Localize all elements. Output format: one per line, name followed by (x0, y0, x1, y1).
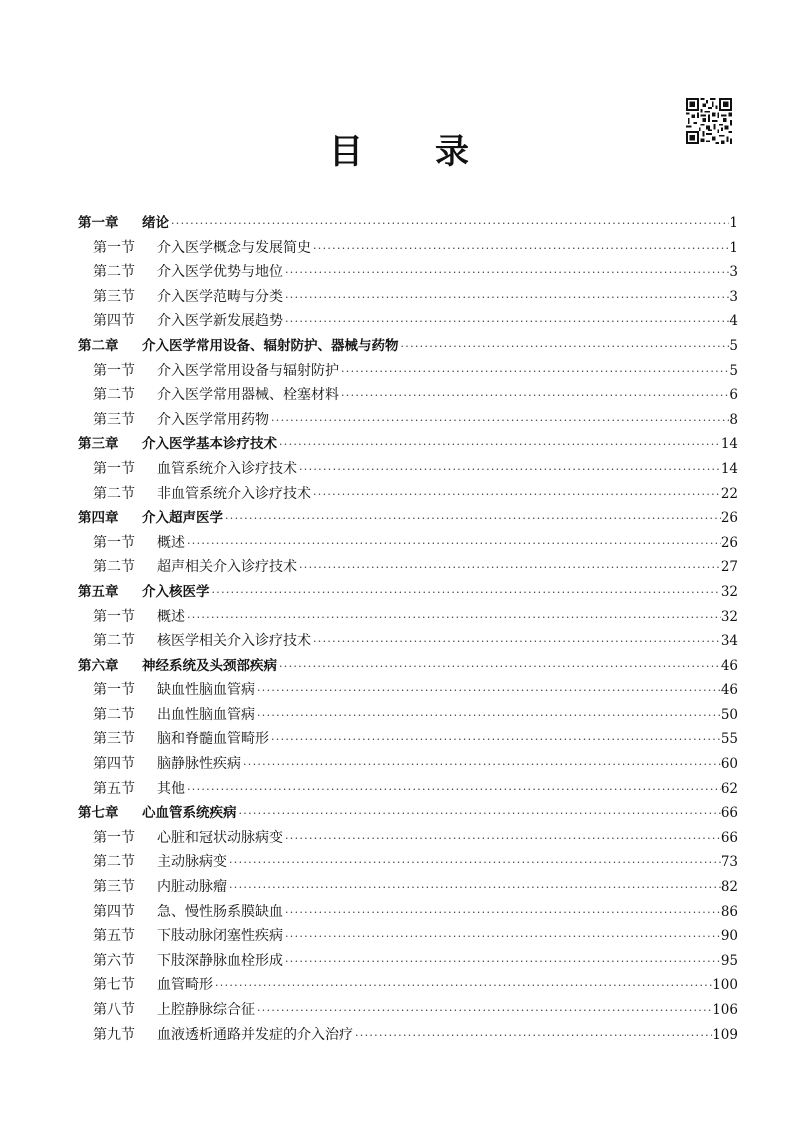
toc-section-row[interactable] (78, 531, 738, 556)
dot-leader (339, 360, 729, 385)
chapter-title: 介入核医学 (142, 583, 210, 600)
section-title: 缺血性脑血管病 (157, 682, 255, 699)
chapter-number: 第三章 (78, 436, 119, 453)
section-number: 第五节 (93, 928, 135, 945)
dot-leader (255, 679, 721, 704)
page-number: 50 (720, 706, 738, 723)
page-number: 46 (720, 657, 738, 674)
toc-section-row[interactable] (78, 973, 738, 998)
page-number: 3 (729, 264, 738, 281)
section-title: 介入医学优势与地位 (157, 264, 283, 281)
page-number: 14 (720, 460, 738, 477)
chapter-number: 第七章 (78, 805, 119, 822)
toc-chapter-row[interactable] (78, 211, 738, 236)
section-title: 概述 (157, 534, 185, 551)
section-title: 介入医学常用器械、栓塞材料 (157, 387, 339, 404)
section-title: 介入医学常用设备与辐射防护 (157, 362, 339, 379)
page-number: 26 (720, 510, 738, 527)
section-number: 第四节 (93, 313, 135, 330)
dot-leader (237, 802, 721, 827)
chapter-number: 第五章 (78, 583, 119, 600)
page-number: 27 (720, 559, 738, 576)
page-number: 62 (720, 780, 738, 797)
dot-leader (283, 261, 729, 286)
page-number: 73 (720, 854, 738, 871)
section-title: 超声相关介入诊疗技术 (157, 559, 297, 576)
dot-leader (269, 728, 721, 753)
toc-chapter-row[interactable] (78, 506, 738, 531)
dot-leader (185, 778, 721, 803)
page-number: 100 (712, 977, 738, 994)
section-number: 第一节 (93, 239, 135, 256)
page-number: 66 (720, 829, 738, 846)
page-number: 60 (720, 756, 738, 773)
section-title: 其他 (157, 780, 185, 797)
section-title: 非血管系统介入诊疗技术 (157, 485, 311, 502)
dot-leader (399, 335, 730, 360)
section-title: 介入医学新发展趋势 (157, 313, 283, 330)
toc-section-row[interactable] (78, 260, 738, 285)
section-title: 血管系统介入诊疗技术 (157, 460, 297, 477)
dot-leader (283, 925, 721, 950)
dot-leader (255, 704, 721, 729)
page-number: 90 (720, 928, 738, 945)
page-number: 3 (729, 288, 738, 305)
page-number: 32 (720, 608, 738, 625)
dot-leader (283, 286, 729, 311)
toc-section-row[interactable] (78, 900, 738, 925)
dot-leader (269, 409, 729, 434)
section-number: 第三节 (93, 879, 135, 896)
toc-section-row[interactable] (78, 383, 738, 408)
section-number: 第八节 (93, 1002, 135, 1018)
dot-leader (185, 532, 721, 557)
dot-leader (185, 606, 721, 631)
toc-chapter-row[interactable] (78, 432, 738, 457)
section-title: 概述 (157, 608, 185, 625)
table-of-contents (78, 211, 738, 1047)
chapter-title: 心血管系统疾病 (142, 805, 237, 822)
dot-leader (241, 753, 721, 778)
chapter-title: 绪论 (142, 215, 169, 231)
section-number: 第六节 (93, 952, 135, 969)
toc-section-row[interactable] (78, 359, 738, 384)
section-title: 核医学相关介入诊疗技术 (157, 633, 311, 650)
toc-section-row[interactable] (78, 850, 738, 875)
page-title (0, 124, 800, 173)
toc-section-row[interactable] (78, 555, 738, 580)
toc-chapter-row[interactable] (78, 801, 738, 826)
title-char-left: 目 (329, 132, 365, 172)
page-number: 6 (729, 387, 738, 404)
page-number: 66 (720, 805, 738, 822)
toc-section-row[interactable] (78, 457, 738, 482)
dot-leader (339, 384, 729, 409)
dot-leader (311, 483, 721, 508)
page-number: 4 (729, 313, 738, 330)
section-title: 介入医学概念与发展简史 (157, 239, 311, 256)
toc-section-row[interactable] (78, 998, 738, 1023)
section-title: 主动脉病变 (157, 854, 227, 871)
section-number: 第七节 (93, 977, 135, 994)
dot-leader (297, 458, 721, 483)
page-number: 1 (729, 239, 738, 256)
page-number: 5 (729, 362, 738, 379)
toc-chapter-row[interactable] (78, 654, 738, 679)
page-number: 34 (720, 633, 738, 650)
section-number: 第二节 (93, 485, 135, 502)
dot-leader (255, 999, 712, 1024)
page-number: 5 (729, 337, 738, 354)
toc-section-row[interactable] (78, 629, 738, 654)
dot-leader (227, 876, 721, 901)
chapter-number: 第一章 (78, 215, 119, 231)
dot-leader (283, 827, 721, 852)
toc-chapter-row[interactable] (78, 580, 738, 605)
section-title: 出血性脑血管病 (157, 706, 255, 723)
section-number: 第二节 (93, 387, 135, 404)
page-number: 1 (729, 215, 738, 231)
section-title: 血液透析通路并发症的介入治疗 (157, 1026, 353, 1043)
section-number: 第二节 (93, 633, 135, 650)
page-number: 32 (720, 583, 738, 600)
section-number: 第九节 (93, 1026, 135, 1043)
toc-section-row[interactable] (78, 727, 738, 752)
toc-section-row[interactable] (78, 1023, 738, 1048)
toc-section-row[interactable] (78, 236, 738, 261)
dot-leader (277, 655, 721, 680)
section-title: 介入医学常用药物 (157, 411, 269, 428)
section-number: 第一节 (93, 534, 135, 551)
toc-section-row[interactable] (78, 605, 738, 630)
section-number: 第二节 (93, 706, 135, 723)
section-title: 下肢动脉闭塞性疾病 (157, 928, 283, 945)
toc-section-row[interactable] (78, 309, 738, 334)
title-char-right: 录 (435, 132, 471, 172)
section-title: 脑静脉性疾病 (157, 756, 241, 773)
section-number: 第三节 (93, 731, 135, 748)
page-number: 55 (720, 731, 738, 748)
section-number: 第四节 (93, 903, 135, 920)
toc-chapter-row[interactable] (78, 334, 738, 359)
dot-leader (283, 901, 721, 926)
section-title: 下肢深静脉血栓形成 (157, 952, 283, 969)
section-title: 介入医学范畴与分类 (157, 288, 283, 305)
chapter-title: 介入超声医学 (142, 510, 223, 527)
section-title: 脑和脊髓血管畸形 (157, 731, 269, 748)
dot-leader (223, 507, 721, 532)
page-number: 106 (712, 1002, 738, 1018)
section-number: 第三节 (93, 411, 135, 428)
page-number: 22 (720, 485, 738, 502)
section-title: 心脏和冠状动脉病变 (157, 829, 283, 846)
toc-section-row[interactable] (78, 408, 738, 433)
chapter-title: 神经系统及头颈部疾病 (142, 657, 277, 674)
toc-section-row[interactable] (78, 777, 738, 802)
dot-leader (213, 974, 712, 999)
section-number: 第二节 (93, 559, 135, 576)
dot-leader (227, 851, 721, 876)
toc-section-row[interactable] (78, 482, 738, 507)
chapter-number: 第二章 (78, 337, 119, 354)
page-number: 86 (720, 903, 738, 920)
page-number: 8 (729, 411, 738, 428)
toc-section-row[interactable] (78, 875, 738, 900)
chapter-number: 第四章 (78, 510, 119, 527)
toc-section-row[interactable] (78, 949, 738, 974)
section-number: 第二节 (93, 854, 135, 871)
page-number: 95 (720, 952, 738, 969)
dot-leader (353, 1024, 712, 1049)
dot-leader (283, 950, 721, 975)
section-title: 血管畸形 (157, 977, 213, 994)
page-number: 26 (720, 534, 738, 551)
chapter-title: 介入医学常用设备、辐射防护、器械与药物 (142, 337, 399, 354)
section-number: 第二节 (93, 264, 135, 281)
page-number: 14 (720, 436, 738, 453)
toc-section-row[interactable] (78, 678, 738, 703)
dot-leader (210, 581, 721, 606)
page-number: 82 (720, 879, 738, 896)
toc-section-row[interactable] (78, 924, 738, 949)
dot-leader (297, 556, 721, 581)
page-number: 46 (720, 682, 738, 699)
dot-leader (277, 433, 721, 458)
section-number: 第一节 (93, 460, 135, 477)
dot-leader (169, 212, 729, 237)
section-title: 急、慢性肠系膜缺血 (157, 903, 283, 920)
section-title: 上腔静脉综合征 (157, 1002, 255, 1018)
section-number: 第五节 (93, 780, 135, 797)
page-number: 109 (712, 1026, 738, 1043)
section-number: 第一节 (93, 829, 135, 846)
section-number: 第一节 (93, 608, 135, 625)
section-number: 第一节 (93, 362, 135, 379)
section-number: 第一节 (93, 682, 135, 699)
section-number: 第三节 (93, 288, 135, 305)
dot-leader (283, 310, 729, 335)
section-number: 第四节 (93, 756, 135, 773)
dot-leader (311, 237, 729, 262)
toc-section-row[interactable] (78, 752, 738, 777)
dot-leader (311, 630, 721, 655)
section-title: 内脏动脉瘤 (157, 879, 227, 896)
toc-section-row[interactable] (78, 826, 738, 851)
chapter-number: 第六章 (78, 657, 119, 674)
chapter-title: 介入医学基本诊疗技术 (142, 436, 277, 453)
toc-section-row[interactable] (78, 285, 738, 310)
toc-section-row[interactable] (78, 703, 738, 728)
